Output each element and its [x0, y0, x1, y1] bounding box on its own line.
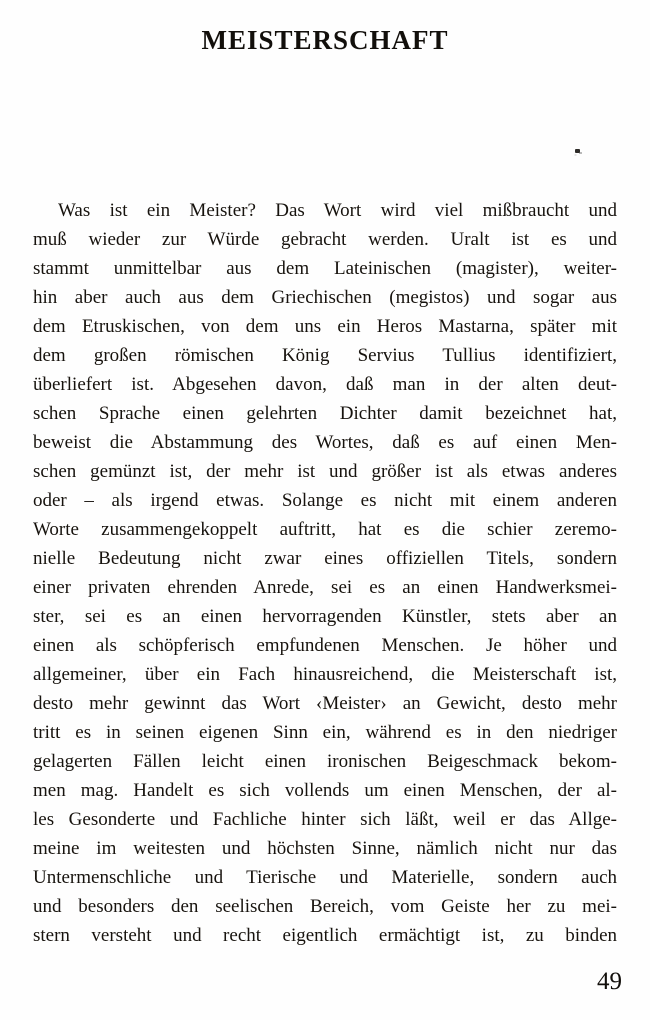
- text-line: meine im weitesten und höchsten Sinne, nämlich nicht nur das: [33, 838, 617, 859]
- text-line: Untermenschliche und Tierische und Materielle, sondern auch: [33, 867, 617, 888]
- text-line: ster, sei es an einen hervorragenden Künstler, stets aber an: [33, 606, 617, 627]
- text-line: schen gemünzt ist, der mehr ist und größer ist als etwas anderes: [33, 461, 617, 482]
- page-number: 49: [597, 968, 622, 995]
- text-line: beweist die Abstammung des Wortes, daß es auf einen Men-: [33, 432, 617, 453]
- text-line: stern versteht und recht eigentlich ermächtigt ist, zu binden: [33, 925, 617, 946]
- text-line: gelagerten Fällen leicht einen ironischen Beigeschmack bekom-: [33, 751, 617, 772]
- page-title: MEISTERSCHAFT: [201, 25, 449, 55]
- text-line: und besonders den seelischen Bereich, vom Geiste her zu mei-: [33, 896, 617, 917]
- text-line: tritt es in seinen eigenen Sinn ein, während es in den niedriger: [33, 722, 617, 743]
- text-line: muß wieder zur Würde gebracht werden. Uralt ist es und: [33, 229, 617, 250]
- text-line: einer privaten ehrenden Anrede, sei es an einen Handwerksmei-: [33, 577, 617, 598]
- text-line: dem großen römischen König Servius Tullius identifiziert,: [33, 345, 617, 366]
- text-line: allgemeiner, über ein Fach hinausreichend, die Meisterschaft ist,: [33, 664, 617, 685]
- text-line: stammt unmittelbar aus dem Lateinischen (magister), weiter-: [33, 258, 617, 279]
- text-line: nielle Bedeutung nicht zwar eines offiziellen Titels, sondern: [33, 548, 617, 569]
- text-line: oder – als irgend etwas. Solange es nicht mit einem anderen: [33, 490, 617, 511]
- text-line: Was ist ein Meister? Das Wort wird viel mißbraucht und: [58, 200, 617, 221]
- body-text: [33, 196, 617, 950]
- text-line: hin aber auch aus dem Griechischen (megistos) und sogar aus: [33, 287, 617, 308]
- text-line: Worte zusammengekoppelt auftritt, hat es die schier zeremo-: [33, 519, 617, 540]
- text-line: men mag. Handelt es sich vollends um einen Menschen, der al-: [33, 780, 617, 801]
- text-line: les Gesonderte und Fachliche hinter sich läßt, weil er das Allge-: [33, 809, 617, 830]
- ink-speck: [575, 149, 580, 153]
- text-line: überliefert ist. Abgesehen davon, daß man in der alten deut-: [33, 374, 617, 395]
- text-line: dem Etruskischen, von dem uns ein Heros Mastarna, später mit: [33, 316, 617, 337]
- text-line: desto mehr gewinnt das Wort ‹Meister› an Gewicht, desto mehr: [33, 693, 617, 714]
- text-line: einen als schöpferisch empfundenen Menschen. Je höher und: [33, 635, 617, 656]
- text-line: schen Sprache einen gelehrten Dichter damit bezeichnet hat,: [33, 403, 617, 424]
